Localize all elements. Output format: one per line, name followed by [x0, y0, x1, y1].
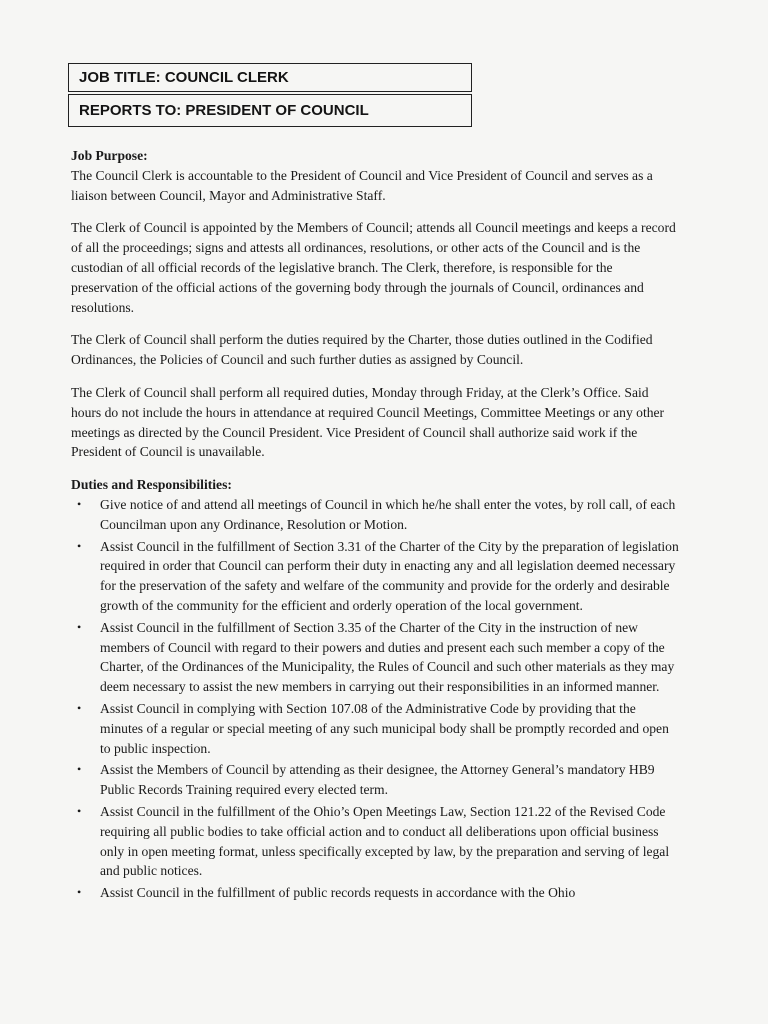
duty-text: Assist Council in the fulfillment of public records requests in accordance with the Ohio — [100, 885, 576, 901]
list-item — [71, 699, 681, 758]
purpose-paragraph-2: The Clerk of Council is appointed by the Members of Council; attends all Council meetings and keeps a record of all the proceedings; signs and attests all ordinances, resolutions, or other acts of the Council and is the custodian of all official records of the legislative branch. The Clerk, therefore, is responsible for the preservation of the official actions of the governing body through the journals of Council, ordinances and resolutions. — [71, 220, 676, 315]
document-body — [71, 146, 681, 905]
bullet-icon: • — [77, 619, 82, 634]
reports-to-box — [68, 94, 472, 127]
duty-text: Give notice of and attend all meetings of Council in which he/he shall enter the votes, by roll call, of each Councilman upon any Ordinance, Resolution or Motion. — [100, 496, 676, 532]
bullet-icon: • — [77, 538, 82, 553]
duty-text: Assist Council in the fulfillment of Section 3.35 of the Charter of the City in the instruction of new members of Council with regard to their powers and duties and present each such member a copy of the Charter, of the Ordinances of the Municipality, the Rules of Council and such other materials as they may deem necessary to assist the new members in carrying out their responsibilities in an informed manner. — [100, 619, 675, 695]
list-item — [71, 537, 681, 616]
reports-to: REPORTS TO: PRESIDENT OF COUNCIL — [79, 102, 369, 119]
duties-heading: Duties and Responsibilities: — [71, 477, 232, 493]
bullet-icon: • — [77, 885, 82, 900]
duty-text: Assist Council in the fulfillment of Section 3.31 of the Charter of the City by the preparation of legislation required in order that Council can perform their duty in enacting any and all legislation deemed necessary for the preservation of the safety and welfare of the community and provide for the orderly and desirable growth of the community for the efficient and orderly operation of the local government. — [100, 538, 679, 613]
duties-list — [71, 495, 681, 903]
purpose-paragraph-1: The Council Clerk is accountable to the President of Council and Vice President of Council and serves as a liaison between Council, Mayor and Administrative Staff. — [71, 167, 653, 203]
list-item — [71, 802, 681, 881]
list-item — [71, 618, 681, 697]
purpose-paragraph-4: The Clerk of Council shall perform all required duties, Monday through Friday, at the Clerk’s Office. Said hours do not include the hours in attendance at required Council Meetings, Committee Meetings or any other meetings as directed by the Council President. Vice President of Council shall authorize said work if the President of Council is unavailable. — [71, 384, 665, 460]
bullet-icon: • — [77, 496, 82, 511]
bullet-icon: • — [77, 762, 82, 777]
job-title-box — [68, 63, 472, 92]
list-item — [71, 883, 681, 903]
list-item — [71, 495, 681, 535]
purpose-paragraph-3: The Clerk of Council shall perform the duties required by the Charter, those duties outlined in the Codified Ordinances, the Policies of Council and such further duties as assigned by Council. — [71, 332, 653, 368]
bullet-icon: • — [77, 803, 82, 818]
duty-text: Assist the Members of Council by attending as their designee, the Attorney General’s mandatory HB9 Public Records Training required every elected term. — [100, 762, 655, 798]
bullet-icon: • — [77, 700, 82, 715]
duty-text: Assist Council in the fulfillment of the Ohio’s Open Meetings Law, Section 121.22 of the Revised Code requiring all public bodies to take official action and to conduct all deliberations upon official business only in open meeting format, unless specifically excepted by law, by the preparation and serving of legal and public notices. — [100, 803, 670, 879]
list-item — [71, 760, 681, 800]
job-purpose-heading: Job Purpose: — [71, 148, 148, 163]
job-title: JOB TITLE: COUNCIL CLERK — [79, 69, 289, 86]
duty-text: Assist Council in complying with Section 107.08 of the Administrative Code by providing that the minutes of a regular or special meeting of any such municipal body shall be promptly recorded and open to public inspection. — [100, 700, 669, 756]
